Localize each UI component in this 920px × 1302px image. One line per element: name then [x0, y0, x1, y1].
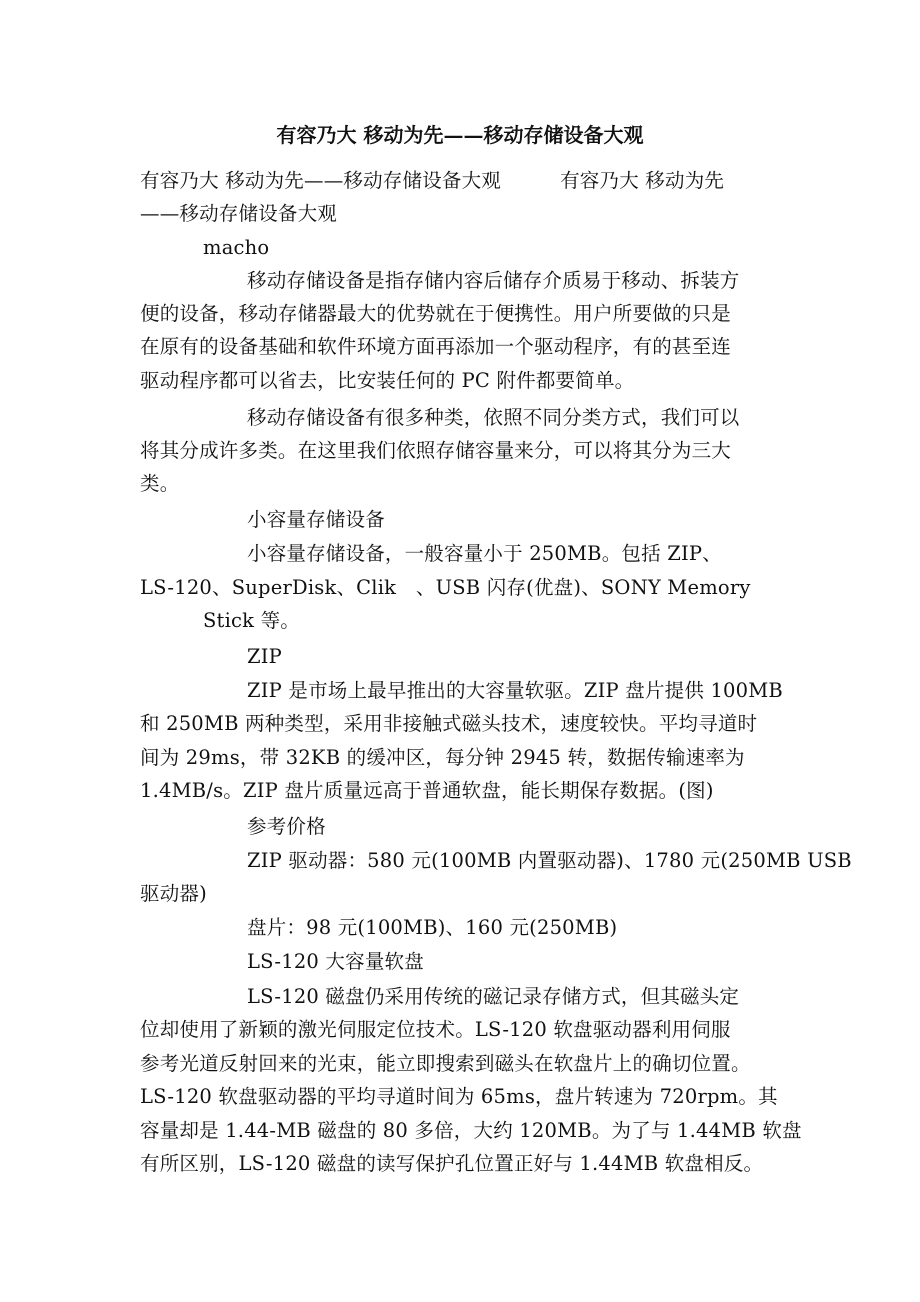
paragraph-line: 驱动程序都可以省去，比安装任何的 PC 附件都要简单。	[140, 369, 635, 392]
paragraph-line: 便的设备，移动存储器最大的优势就在于便携性。用户所要做的只是	[140, 302, 732, 325]
paragraph-line: 移动存储设备是指存储内容后储存介质易于移动、拆装方	[247, 269, 740, 292]
paragraph-line: 和 250MB 两种类型，采用非接触式磁头技术，速度较快。平均寻道时	[140, 712, 758, 735]
paragraph-line: 参考光道反射回来的光束，能立即搜索到磁头在软盘片上的确切位置。	[140, 1052, 751, 1075]
paragraph-line: 类。	[140, 472, 180, 495]
paragraph-line: 间为 29ms，带 32KB 的缓冲区，每分钟 2945 转，数据传输速率为	[140, 746, 745, 769]
paragraph-line: 容量却是 1.44-MB 磁盘的 80 多倍，大约 120MB。为了与 1.44MB 软盘	[140, 1119, 802, 1142]
document-title: 有容乃大 移动为先——移动存储设备大观	[276, 123, 644, 147]
heading-line: 有容乃大 移动为先——移动存储设备大观 有容乃大 移动为先	[140, 169, 725, 192]
author-line: macho	[203, 236, 270, 259]
paragraph-line: LS-120 磁盘仍采用传统的磁记录存储方式，但其磁头定	[247, 985, 740, 1008]
paragraph-line: 驱动器)	[140, 882, 207, 905]
paragraph-line: 盘片：98 元(100MB)、160 元(250MB)	[247, 916, 618, 939]
heading-line-continued: ——移动存储设备大观	[140, 202, 338, 225]
paragraph-line: LS-120 软盘驱动器的平均寻道时间为 65ms，盘片转速为 720rpm。其	[140, 1085, 778, 1108]
section-heading: LS-120 大容量软盘	[247, 950, 424, 973]
paragraph-line: LS-120、SuperDisk、Clik 、USB 闪存(优盘)、SONY Memory	[140, 576, 751, 599]
paragraph-line: ZIP 是市场上最早推出的大容量软驱。ZIP 盘片提供 100MB	[247, 679, 783, 702]
paragraph-line: 移动存储设备有很多种类，依照不同分类方式，我们可以	[247, 406, 740, 429]
paragraph-line: ZIP 驱动器：580 元(100MB 内置驱动器)、1780 元(250MB USB	[247, 849, 852, 872]
paragraph-line: 位却使用了新颖的激光伺服定位技术。LS-120 软盘驱动器利用伺服	[140, 1018, 731, 1041]
paragraph-line: 有所区别，LS-120 磁盘的读写保护孔位置正好与 1.44MB 软盘相反。	[140, 1152, 764, 1175]
section-heading: 小容量存储设备	[247, 508, 385, 531]
paragraph-line: 将其分成许多类。在这里我们依照存储容量来分，可以将其分为三大	[140, 439, 732, 462]
section-heading: ZIP	[247, 645, 282, 668]
section-heading: 参考价格	[247, 815, 326, 838]
paragraph-line: Stick 等。	[203, 609, 300, 632]
paragraph-line: 1.4MB/s。ZIP 盘片质量远高于普通软盘，能长期保存数据。(图)	[140, 779, 714, 802]
paragraph-line: 小容量存储设备，一般容量小于 250MB。包括 ZIP、	[247, 542, 722, 565]
paragraph-line: 在原有的设备基础和软件环境方面再添加一个驱动程序，有的甚至连	[140, 335, 732, 358]
